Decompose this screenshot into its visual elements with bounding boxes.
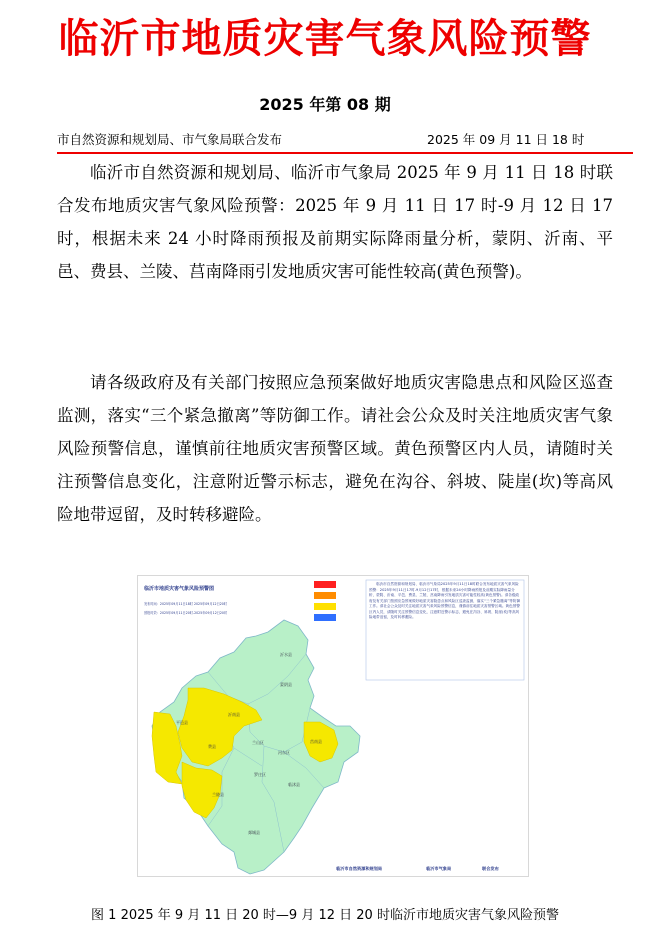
county-label: 河东区 bbox=[278, 750, 290, 755]
warning-map bbox=[138, 576, 528, 876]
map-footer-mid: 临沂市气象局 bbox=[426, 866, 452, 871]
publish-time: 2025 年 09 月 11 日 18 时 bbox=[427, 132, 585, 147]
publish-row bbox=[57, 130, 632, 150]
issue-number: 2025 年第 08 期 bbox=[259, 95, 391, 114]
document-title: 临沂市地质灾害气象风险预警 bbox=[58, 16, 592, 62]
county-label: 兰陵县 bbox=[212, 792, 224, 797]
legend-red bbox=[314, 581, 336, 588]
county-label: 蒙阴县 bbox=[280, 682, 292, 687]
map-publish-line: 发布时间：2025年09月11日18时 2025年09月12日20时 bbox=[144, 602, 228, 606]
county-label: 郯城县 bbox=[248, 830, 260, 835]
map-valid-line: 预报时效：2025年09月11日20时-2025年09月12日20时 bbox=[144, 611, 228, 615]
paragraph-1: 临沂市自然资源和规划局、临沂市气象局 2025 年 9 月 11 日 18 时联合发布地质灾害气象风险预警：2025 年 9 月 11 日 17 时-9 月 12 日 17 时，根据未来 24 小时降雨预报及前期实际降雨量分析，蒙阴、沂南、平邑、费县、兰陵、莒南降雨引发地质灾害可能性较高(黄色预警)。 bbox=[57, 163, 613, 281]
legend-orange bbox=[314, 592, 336, 599]
map-title: 临沂市地质灾害气象风险预警图 bbox=[144, 586, 215, 592]
map-text: 临沂市自然资源和规划局、临沂市气象局2025年9月11日18时联合发布地质灾害气象风险预警：2025年9月11日17时-9月12日17时，根据未来24小时降雨预报及前期实际降雨量分析，蒙阴、沂南、平邑、费县、兰陵、莒南降雨引发地质灾害可能性较高(黄色预警)。请各级政府及有关部门按照应急预案做好地质灾害隐患点和风险区巡查监测，落实“三个紧急撤离”等防御工作。请社会公众及时关注地质灾害气象风险预警信息，谨慎前往地质灾害预警区域。黄色预警区内人员，请随时关注预警信息变化，注意附近警示标志，避免在沟谷、斜坡、陡崖(坎)等高风险地带逗留，及时转移避险。 bbox=[369, 582, 521, 619]
map-legend bbox=[314, 581, 336, 621]
county-label: 临沭县 bbox=[288, 782, 300, 787]
legend-yellow bbox=[314, 603, 336, 610]
county-label: 沂南县 bbox=[228, 712, 240, 717]
county-label: 莒南县 bbox=[310, 739, 322, 744]
county-label: 沂水县 bbox=[280, 652, 292, 657]
county-label: 兰山区 bbox=[252, 740, 264, 745]
legend-blue bbox=[314, 614, 336, 621]
red-divider bbox=[57, 152, 633, 154]
map-footer-right: 联合发布 bbox=[482, 866, 499, 871]
county-label: 费县 bbox=[208, 744, 216, 749]
paragraph-2: 请各级政府及有关部门按照应急预案做好地质灾害隐患点和风险区巡查监测，落实“三个紧急撤离”等防御工作。请社会公众及时关注地质灾害气象风险预警信息，谨慎前往地质灾害预警区域。黄色预警区内人员，请随时关注预警信息变化，注意附近警示标志，避免在沟谷、斜坡、陡崖(坎)等高风险地带逗留，及时转移避险。 bbox=[57, 373, 613, 524]
figure-caption: 图 1 2025 年 9 月 11 日 20 时—9 月 12 日 20 时临沂市地质灾害气象风险预警 bbox=[91, 908, 559, 923]
publisher: 市自然资源和规划局、市气象局联合发布 bbox=[57, 132, 283, 147]
map-footer-left: 临沂市自然资源和规划局 bbox=[336, 866, 383, 871]
county-label: 罗庄区 bbox=[254, 772, 266, 777]
warning-map-figure bbox=[137, 575, 529, 877]
county-label: 平邑县 bbox=[176, 720, 188, 725]
